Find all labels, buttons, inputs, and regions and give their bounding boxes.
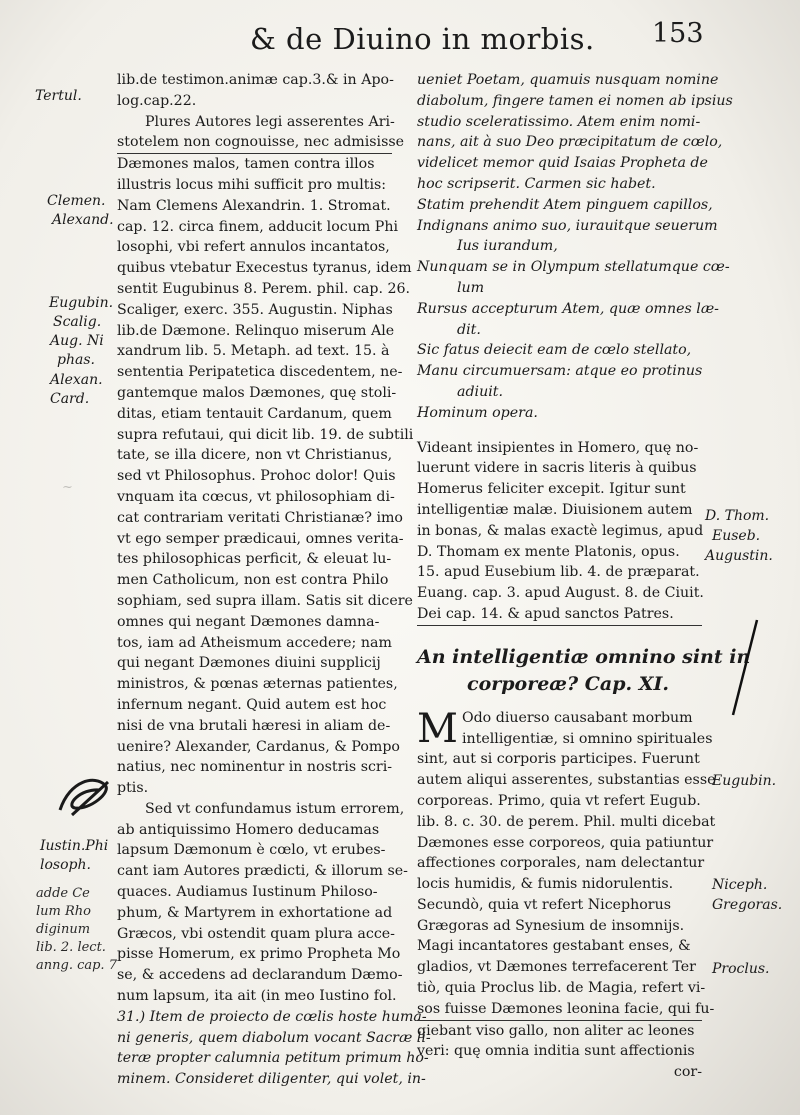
text-line: Secundò, quia vt refert Nicephorus	[417, 896, 672, 913]
running-header: & de Diuino in morbis.	[250, 22, 595, 56]
text-line: phum, & Martyrem in exhortatione ad	[117, 904, 393, 921]
drop-cap: M	[417, 705, 458, 752]
text-line: sentit Eugubinus 8. Perem. phil. cap. 26.	[117, 280, 411, 297]
margin-note: phas.	[57, 352, 95, 368]
page-number: 153	[652, 18, 704, 49]
text-line: lib.de Dæmone. Relinquo miserum Ale	[117, 322, 395, 339]
text-line: quaces. Audiamus Iustinum Philoso-	[117, 884, 378, 901]
chapter-body	[417, 705, 716, 1083]
text-line: corporeas. Primo, quia vt refert Eugub.	[417, 792, 701, 809]
text-line: Videant insipientes in Homero, quę no-	[417, 439, 699, 456]
margin-note: Niceph.	[712, 877, 768, 893]
margin-note: D. Thom.	[705, 508, 770, 524]
text-line: xandrum lib. 5. Metaph. ad text. 15. à	[117, 343, 390, 360]
text-line: tiò, quia Proclus lib. de Magia, refert vi-	[417, 980, 706, 997]
text-line: Manu circumuersam: atque eo protinus	[417, 363, 703, 380]
chapter-heading-line: corporeæ? Cap. XI.	[467, 672, 669, 695]
text-line: in bonas, & malas exactè legimus, apud	[417, 522, 704, 539]
text-line: luerunt videre in sacris literis à quibus	[417, 460, 697, 477]
handwritten-note-line: lum Rho	[36, 904, 91, 919]
text-line: ptis.	[117, 780, 149, 797]
text-line: quibus vtebatur Execestus tyranus, idem	[117, 260, 412, 277]
text-line: Sed vt confundamus istum errorem,	[145, 800, 405, 817]
text-line: 31.) Item de proiecto de cœlis hoste huma-	[117, 1008, 427, 1025]
text-line: Dæmones malos, tamen contra illos	[117, 156, 375, 173]
text-line: sententia Peripatetica discedentem, ne-	[117, 364, 403, 381]
text-line: tos, iam ad Atheismum accedere; nam	[117, 634, 392, 651]
handwritten-flourish-icon	[50, 770, 120, 820]
margin-note: Card.	[50, 391, 90, 407]
text-line: Rursus accepturum Atem, quæ omnes læ-	[417, 300, 719, 317]
margin-note: Tertul.	[35, 88, 82, 104]
text-line: natius, nec nominentur in nostris scri-	[117, 759, 393, 776]
text-line: Scaliger, exerc. 355. Augustin. Niphas	[117, 301, 393, 318]
text-line: lapsum Dæmonum è cœlo, vt erubes-	[117, 842, 386, 859]
margin-note: losoph.	[40, 857, 91, 873]
margin-note: Iustin.Phi	[40, 838, 109, 854]
margin-note: Alexand.	[52, 212, 114, 228]
margin-note: Eugubin.	[49, 295, 114, 311]
text-line: tes philosophicas perficit, & eleuat lu-	[117, 551, 392, 568]
text-line: omnes qui negant Dæmones damna-	[117, 613, 380, 630]
pen-stroke-icon	[725, 615, 765, 725]
text-line: nisi de vna brutali hæresi in aliam de-	[117, 717, 391, 734]
handwritten-note-line: diginum	[36, 922, 91, 937]
text-line: ditas, etiam tentauit Cardanum, quem	[117, 405, 392, 422]
text-line: teræ propter calumnia petitum primum ho-	[117, 1050, 429, 1067]
left-text-column	[117, 70, 431, 1090]
text-line: Hominum opera.	[417, 404, 538, 421]
text-line: nans, ait à suo Deo præcipitatum de cœlo,	[417, 134, 723, 151]
text-line: ab antiquissimo Homero deducamas	[117, 821, 380, 838]
text-line: supra refutaui, qui dicit lib. 19. de subtili	[117, 426, 414, 443]
text-line: cap. 12. circa finem, adducit locum Phi	[117, 218, 399, 235]
text-line: intelligentiæ malæ. Diuisionem autem	[417, 501, 693, 518]
text-line: Euang. cap. 3. apud August. 8. de Ciuit.	[417, 585, 704, 602]
bleed-through-mark: ~	[62, 480, 73, 495]
text-line: hoc scripserit. Carmen sic habet.	[417, 175, 656, 192]
text-line: gladios, vt Dæmones terrefacerent Ter	[417, 959, 696, 976]
text-line: sint, aut si corporis participes. Fuerunt	[417, 751, 700, 768]
text-line: Nunquam se in Olympum stellatumque cœ-	[417, 259, 730, 276]
margin-note: Augustin.	[705, 548, 773, 564]
text-line: veri: quę omnia inditia sunt affectionis	[417, 1043, 695, 1060]
text-line: lib.de testimon.animæ cap.3.& in Apo-	[117, 72, 394, 88]
text-line: Ius iurandum,	[457, 238, 558, 255]
handwritten-note-line: lib. 2. lect.	[36, 940, 106, 955]
text-line: 15. apud Eusebium lib. 4. de præparat.	[417, 564, 700, 581]
text-line: ministros, & pœnas æternas patientes,	[117, 676, 398, 693]
text-line: locis humidis, & fumis nidorulentis.	[417, 876, 674, 893]
text-line: autem aliqui asserentes, substantias esse	[417, 772, 716, 789]
text-line: infernum negant. Quid autem est hoc	[117, 696, 387, 713]
text-line: Magi incantatores gestabant enses, &	[417, 938, 691, 955]
text-line: affectiones corporales, nam delectantur	[417, 855, 705, 872]
text-line: lum	[457, 279, 485, 296]
text-line: Indignans animo suo, iurauitque seuerum	[417, 217, 718, 234]
chapter-heading-line: An intelligentiæ omnino sint in	[417, 645, 751, 668]
text-line: sed vt Philosophus. Prohoc dolor! Quis	[117, 468, 396, 485]
text-line: Græcos, vbi ostendit quam plura acce-	[117, 925, 395, 942]
margin-note: Aug. Ni	[50, 333, 104, 349]
text-line: ni generis, quem diabolum vocant Sacræ li-	[117, 1029, 431, 1046]
text-line: Nam Clemens Alexandrin. 1. Stromat.	[117, 197, 391, 214]
chapter-heading	[417, 644, 751, 698]
margin-note: Alexan.	[50, 372, 103, 388]
margin-note: Eugubin.	[712, 773, 777, 789]
text-line: num lapsum, ita ait (in meo Iustino fol.	[117, 988, 397, 1005]
text-line: videlicet memor quid Isaias Propheta de	[417, 155, 708, 172]
text-line: Plures Autores legi asserentes Ari-	[145, 113, 395, 130]
handwritten-note-line: adde Ce	[36, 886, 90, 901]
text-line: illustris locus mihi sufficit pro multis:	[117, 176, 387, 193]
text-line: pisse Homerum, ex primo Propheta Mo	[117, 946, 401, 963]
text-line: sophiam, sed supra illam. Satis sit dicere	[117, 592, 413, 609]
text-line: gantemque malos Dæmones, quę stoli-	[117, 384, 397, 401]
text-line: lib. 8. c. 30. de perem. Phil. multi dicebat	[417, 813, 716, 830]
text-line: vnquam ita cœcus, vt philosophiam di-	[117, 488, 395, 505]
text-line: men Catholicum, non est contra Philo	[117, 572, 389, 589]
handwritten-note-line: anng. cap. 7	[36, 958, 117, 973]
margin-note: Proclus.	[712, 961, 770, 977]
text-line: Odo diuerso causabant morbum	[461, 709, 693, 726]
text-line: adiuit.	[457, 383, 503, 400]
text-line: vt ego semper prædicaui, omnes verita-	[117, 530, 404, 547]
text-line: studio sceleratissimo. Atem enim nomi-	[417, 113, 701, 130]
text-line: losophi, vbi refert annulos incantatos,	[117, 239, 390, 256]
text-line: Grægoras ad Synesium de insomnijs.	[417, 917, 685, 934]
text-line: tate, se illa dicere, non vt Christianus,	[117, 447, 393, 464]
text-line: dit.	[457, 321, 481, 338]
text-line: qui negant Dæmones diuini supplicij	[117, 655, 381, 672]
margin-note: Euseb.	[712, 528, 761, 544]
text-line: log.cap.22.	[117, 92, 197, 109]
text-line: cant iam Autores prædicti, & illorum se-	[117, 863, 408, 880]
text-line: stotelem non cognouisse, nec admisisse	[117, 132, 392, 154]
text-line: D. Thomam ex mente Platonis, opus.	[417, 543, 680, 560]
text-line: se, & accedens ad declarandum Dæmo-	[117, 967, 403, 984]
text-line: giebant viso gallo, non aliter ac leones	[417, 1022, 695, 1039]
text-line: uenire? Alexander, Cardanus, & Pompo	[117, 738, 400, 755]
text-line: Homerus feliciter excepit. Igitur sunt	[417, 481, 686, 498]
text-line: ueniet Poetam, quamuis nusquam nomine	[417, 72, 719, 88]
text-line: Dæmones esse corporeos, quia patiuntur	[417, 834, 714, 851]
text-line: Sic fatus deiecit eam de cœlo stellato,	[417, 342, 692, 359]
margin-note: Scalig.	[53, 314, 102, 330]
margin-note: Clemen.	[47, 193, 106, 209]
text-line: cat contrariam veritati Christianæ? imo	[117, 509, 403, 526]
text-line: cor-	[673, 1064, 702, 1081]
text-line: diabolum, fingere tamen ei nomen ab ipsius	[417, 92, 733, 109]
text-line: sos fuisse Dæmones leonina facie, qui fu-	[417, 999, 702, 1021]
text-line: intelligentiæ, si omnino spirituales	[461, 730, 713, 747]
text-line: Dei cap. 14. & apud sanctos Patres.	[417, 604, 702, 626]
margin-note: Gregoras.	[712, 897, 783, 913]
text-line: minem. Consideret diligenter, qui volet, in-	[117, 1071, 426, 1088]
text-line: Statim prehendit Atem pinguem capillos,	[417, 196, 713, 213]
